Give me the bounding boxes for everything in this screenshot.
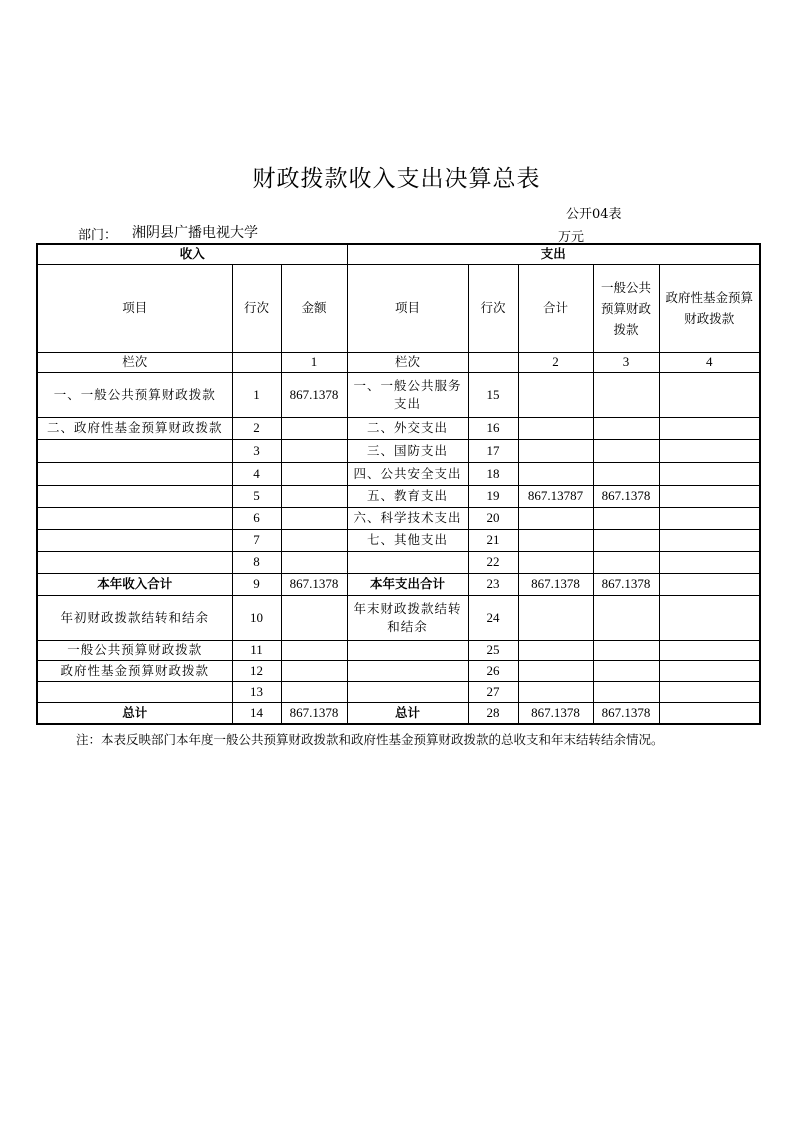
income-amount-cell: 867.1378 [281, 702, 347, 724]
table-row [37, 551, 760, 573]
expense-general-cell [593, 595, 659, 640]
income-row-no-cell: 9 [232, 573, 281, 595]
expense-item-cell [347, 660, 468, 681]
income-row-no-cell: 12 [232, 660, 281, 681]
income-row-no-cell: 5 [232, 485, 281, 507]
table-row [37, 462, 760, 485]
expense-row-no-cell: 20 [468, 507, 518, 529]
expense-item-cell: 一、一般公共服务支出 [347, 372, 468, 417]
table-row [37, 417, 760, 439]
expense-total-cell [518, 417, 593, 439]
table-row [37, 681, 760, 702]
page-title: 财政拨款收入支出决算总表 [252, 166, 541, 192]
income-item-cell: 本年收入合计 [37, 573, 232, 595]
expense-item-cell: 二、外交支出 [347, 417, 468, 439]
column-number-row [37, 352, 760, 372]
income-item-cell [37, 529, 232, 551]
expense-general-cell: 867.1378 [593, 485, 659, 507]
expense-total-cell: 867.1378 [518, 573, 593, 595]
income-item-cell: 总计 [37, 702, 232, 724]
expense-total-cell [518, 640, 593, 660]
income-row-no-cell: 4 [232, 462, 281, 485]
gov-fund-header: 政府性基金预算财政拨款 [659, 264, 760, 352]
expense-item-cell: 五、教育支出 [347, 485, 468, 507]
department-label: 部门： [78, 228, 118, 243]
income-row-no-header: 行次 [232, 264, 281, 352]
income-row-no-cell: 13 [232, 681, 281, 702]
column-number-total: 2 [518, 352, 593, 372]
appropriation-summary-table [36, 243, 761, 725]
expense-total-cell: 867.1378 [518, 702, 593, 724]
income-item-cell: 年初财政拨款结转和结余 [37, 595, 232, 640]
income-row-no-cell: 10 [232, 595, 281, 640]
column-number-empty [468, 352, 518, 372]
expense-fund-cell [659, 660, 760, 681]
expense-total-cell [518, 529, 593, 551]
expense-row-no-cell: 17 [468, 439, 518, 462]
department-name: 湘阴县广播电视大学 [132, 225, 258, 241]
income-item-cell [37, 507, 232, 529]
general-budget-header: 一般公共预算财政拨款 [593, 264, 659, 352]
expense-row-no-header: 行次 [468, 264, 518, 352]
income-item-cell: 一、一般公共预算财政拨款 [37, 372, 232, 417]
expense-fund-cell [659, 417, 760, 439]
expense-total-cell [518, 507, 593, 529]
table-row [37, 507, 760, 529]
expense-item-cell: 年末财政拨款结转和结余 [347, 595, 468, 640]
expense-fund-cell [659, 702, 760, 724]
income-amount-cell [281, 640, 347, 660]
expense-item-cell: 四、公共安全支出 [347, 462, 468, 485]
expense-item-cell: 本年支出合计 [347, 573, 468, 595]
expense-row-no-cell: 27 [468, 681, 518, 702]
expense-item-cell: 七、其他支出 [347, 529, 468, 551]
column-number-label: 栏次 [37, 352, 232, 372]
expense-item-cell: 总计 [347, 702, 468, 724]
table-row [37, 439, 760, 462]
expense-item-cell: 六、科学技术支出 [347, 507, 468, 529]
expense-general-cell [593, 507, 659, 529]
expense-fund-cell [659, 372, 760, 417]
expense-fund-cell [659, 640, 760, 660]
income-amount-cell [281, 439, 347, 462]
expense-row-no-cell: 24 [468, 595, 518, 640]
table-row [37, 529, 760, 551]
income-item-cell [37, 462, 232, 485]
expense-item-cell: 三、国防支出 [347, 439, 468, 462]
income-amount-header: 金额 [281, 264, 347, 352]
income-item-cell [37, 551, 232, 573]
form-code: 公开04表 [566, 207, 622, 222]
expense-general-cell [593, 417, 659, 439]
expense-general-cell [593, 681, 659, 702]
expense-total-cell [518, 439, 593, 462]
income-amount-cell: 867.1378 [281, 372, 347, 417]
expense-total-cell [518, 372, 593, 417]
expense-item-header: 项目 [347, 264, 468, 352]
expense-total-cell [518, 681, 593, 702]
table-row [37, 702, 760, 724]
expense-total-cell [518, 551, 593, 573]
income-row-no-cell: 7 [232, 529, 281, 551]
expense-general-cell [593, 529, 659, 551]
expense-item-cell [347, 681, 468, 702]
income-item-cell [37, 485, 232, 507]
income-row-no-cell: 2 [232, 417, 281, 439]
table-row [37, 372, 760, 417]
expense-fund-cell [659, 681, 760, 702]
column-number-label-right: 栏次 [347, 352, 468, 372]
expense-row-no-cell: 22 [468, 551, 518, 573]
income-item-cell [37, 681, 232, 702]
expense-fund-cell [659, 551, 760, 573]
expense-fund-cell [659, 573, 760, 595]
expense-row-no-cell: 19 [468, 485, 518, 507]
column-number-amount: 1 [281, 352, 347, 372]
income-amount-cell [281, 551, 347, 573]
expense-item-cell [347, 551, 468, 573]
unit-label: 万元 [558, 230, 585, 245]
column-header-row [37, 264, 760, 352]
income-amount-cell [281, 485, 347, 507]
expense-row-no-cell: 25 [468, 640, 518, 660]
expense-row-no-cell: 16 [468, 417, 518, 439]
income-row-no-cell: 3 [232, 439, 281, 462]
expense-fund-cell [659, 529, 760, 551]
expense-general-cell [593, 372, 659, 417]
income-item-cell: 二、政府性基金预算财政拨款 [37, 417, 232, 439]
table-row [37, 640, 760, 660]
expense-general-cell: 867.1378 [593, 702, 659, 724]
expense-general-cell [593, 660, 659, 681]
income-amount-cell [281, 417, 347, 439]
expense-row-no-cell: 18 [468, 462, 518, 485]
income-item-header: 项目 [37, 264, 232, 352]
expense-row-no-cell: 15 [468, 372, 518, 417]
expense-row-no-cell: 28 [468, 702, 518, 724]
income-amount-cell [281, 595, 347, 640]
expense-fund-cell [659, 462, 760, 485]
section-header-row [37, 244, 760, 264]
income-section-header: 收入 [37, 244, 347, 264]
expense-total-header: 合计 [518, 264, 593, 352]
expense-row-no-cell: 23 [468, 573, 518, 595]
income-amount-cell [281, 462, 347, 485]
income-row-no-cell: 11 [232, 640, 281, 660]
income-item-cell: 政府性基金预算财政拨款 [37, 660, 232, 681]
column-number-fund: 4 [659, 352, 760, 372]
footnote: 注：本表反映部门本年度一般公共预算财政拨款和政府性基金预算财政拨款的总收支和年末结转结余情况。 [76, 732, 664, 747]
table-row [37, 595, 760, 640]
expense-total-cell: 867.13787 [518, 485, 593, 507]
income-row-no-cell: 1 [232, 372, 281, 417]
expense-total-cell [518, 595, 593, 640]
income-row-no-cell: 14 [232, 702, 281, 724]
expense-row-no-cell: 26 [468, 660, 518, 681]
income-amount-cell: 867.1378 [281, 573, 347, 595]
income-row-no-cell: 6 [232, 507, 281, 529]
expense-fund-cell [659, 595, 760, 640]
expense-general-cell [593, 640, 659, 660]
expense-fund-cell [659, 485, 760, 507]
income-amount-cell [281, 507, 347, 529]
income-row-no-cell: 8 [232, 551, 281, 573]
income-amount-cell [281, 660, 347, 681]
expense-row-no-cell: 21 [468, 529, 518, 551]
expense-section-header: 支出 [347, 244, 760, 264]
table-row [37, 485, 760, 507]
expense-total-cell [518, 462, 593, 485]
expense-fund-cell [659, 439, 760, 462]
table-row [37, 660, 760, 681]
income-amount-cell [281, 529, 347, 551]
table-row [37, 573, 760, 595]
expense-general-cell [593, 439, 659, 462]
income-item-cell: 一般公共预算财政拨款 [37, 640, 232, 660]
expense-fund-cell [659, 507, 760, 529]
income-item-cell [37, 439, 232, 462]
column-number-empty [232, 352, 281, 372]
expense-general-cell [593, 551, 659, 573]
expense-general-cell [593, 462, 659, 485]
expense-general-cell: 867.1378 [593, 573, 659, 595]
expense-total-cell [518, 660, 593, 681]
column-number-general: 3 [593, 352, 659, 372]
expense-item-cell [347, 640, 468, 660]
income-amount-cell [281, 681, 347, 702]
